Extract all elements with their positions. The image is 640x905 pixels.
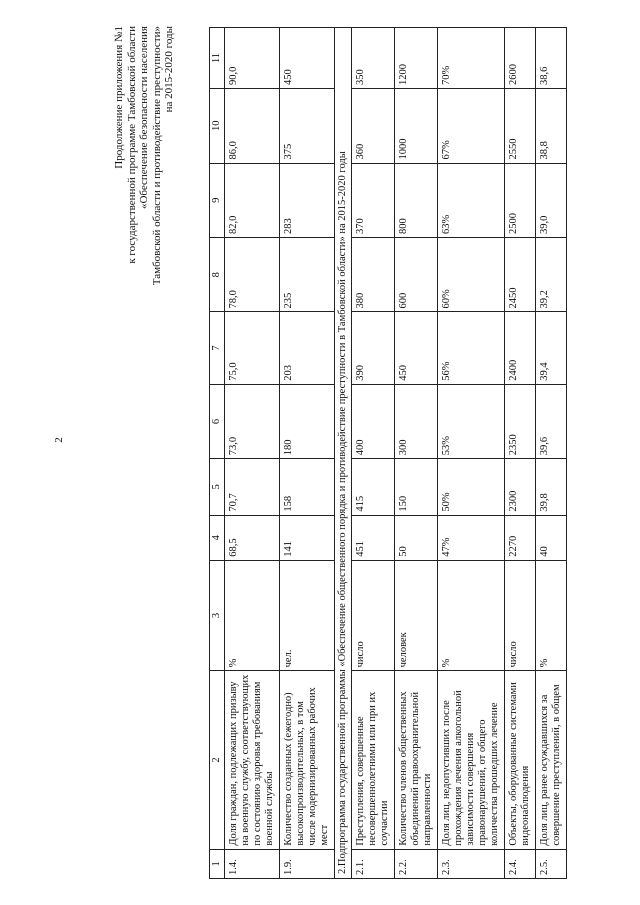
table-row xyxy=(505,28,536,879)
table-row xyxy=(225,28,280,879)
value-cell: 450 xyxy=(395,312,438,384)
header-line: Продолжение приложения №1 xyxy=(113,26,125,169)
value-cell: 400 xyxy=(352,384,395,458)
value-cell: 50 xyxy=(395,515,438,560)
value-cell: 38,6 xyxy=(536,28,567,89)
landscape-document xyxy=(105,20,625,885)
value-cell: 82,0 xyxy=(225,163,280,237)
column-number: 10 xyxy=(210,89,225,163)
value-cell: 141 xyxy=(280,515,335,560)
column-number: 9 xyxy=(210,163,225,237)
column-number: 5 xyxy=(210,459,225,515)
rotated-page-content xyxy=(105,20,625,885)
value-cell: 78,0 xyxy=(225,238,280,312)
section-row xyxy=(335,28,352,879)
value-cell: 47% xyxy=(438,515,505,560)
value-cell: 2450 xyxy=(505,238,536,312)
indicator-name: Доля граждан, подлежащих призыву на военную службу, соответствующих по состоянию здоровья требованиям военной службы xyxy=(225,671,280,849)
value-cell: 2300 xyxy=(505,459,536,515)
table-row xyxy=(438,28,505,879)
value-cell: 180 xyxy=(280,384,335,458)
header-line: «Обеспечение безопасности населения xyxy=(138,26,150,210)
value-cell: 1200 xyxy=(395,28,438,89)
column-number: 4 xyxy=(210,515,225,560)
value-cell: 158 xyxy=(280,459,335,515)
value-cell: 68,5 xyxy=(225,515,280,560)
unit-cell: % xyxy=(225,560,280,671)
indicator-name: Количество членов общественных объединений правоохранительной направленности xyxy=(395,671,438,849)
value-cell: 39,2 xyxy=(536,238,567,312)
value-cell: 1000 xyxy=(395,89,438,163)
value-cell: 40 xyxy=(536,515,567,560)
value-cell: 283 xyxy=(280,163,335,237)
value-cell: 90,0 xyxy=(225,28,280,89)
table-body-bottom xyxy=(352,28,567,879)
value-cell: 39,4 xyxy=(536,312,567,384)
value-cell: 370 xyxy=(352,163,395,237)
value-cell: 2600 xyxy=(505,28,536,89)
unit-cell: % xyxy=(438,560,505,671)
row-number: 2.5. xyxy=(536,849,567,878)
row-number: 2.1. xyxy=(352,849,395,878)
value-cell: 39,6 xyxy=(536,384,567,458)
value-cell: 56% xyxy=(438,312,505,384)
indicators-table xyxy=(209,27,567,879)
row-number: 1.4. xyxy=(225,849,280,878)
value-cell: 800 xyxy=(395,163,438,237)
column-numbers-row xyxy=(210,28,225,879)
value-cell: 39,8 xyxy=(536,459,567,515)
value-cell: 235 xyxy=(280,238,335,312)
document-header xyxy=(113,26,176,446)
value-cell: 380 xyxy=(352,238,395,312)
value-cell: 203 xyxy=(280,312,335,384)
table-row xyxy=(395,28,438,879)
header-line: к государственной программе Тамбовской области xyxy=(125,26,138,264)
value-cell: 70,7 xyxy=(225,459,280,515)
value-cell: 39,0 xyxy=(536,163,567,237)
row-number: 2.3. xyxy=(438,849,505,878)
unit-cell: человек xyxy=(395,560,438,671)
value-cell: 451 xyxy=(352,515,395,560)
value-cell: 60% xyxy=(438,238,505,312)
value-cell: 350 xyxy=(352,28,395,89)
value-cell: 75,0 xyxy=(225,312,280,384)
value-cell: 70% xyxy=(438,28,505,89)
value-cell: 63% xyxy=(438,163,505,237)
row-number: 1.9. xyxy=(280,849,335,878)
value-cell: 2400 xyxy=(505,312,536,384)
value-cell: 2350 xyxy=(505,384,536,458)
value-cell: 300 xyxy=(395,384,438,458)
table-row xyxy=(352,28,395,879)
column-number: 1 xyxy=(210,849,225,878)
value-cell: 150 xyxy=(395,459,438,515)
unit-cell: чел. xyxy=(280,560,335,671)
value-cell: 2500 xyxy=(505,163,536,237)
column-number: 11 xyxy=(210,28,225,89)
header-line: на 2015-2020 годы xyxy=(163,26,175,113)
indicator-name: Преступления, совершенные несовершеннолетними или при их соучастии xyxy=(352,671,395,849)
value-cell: 415 xyxy=(352,459,395,515)
value-cell: 53% xyxy=(438,384,505,458)
indicator-name: Объекты, оборудованные системами видеонаблюдения xyxy=(505,671,536,849)
unit-cell: число xyxy=(352,560,395,671)
value-cell: 2270 xyxy=(505,515,536,560)
table-body-top xyxy=(225,28,335,879)
value-cell: 50% xyxy=(438,459,505,515)
header-line: Тамбовской области и противодействие преступности» xyxy=(150,26,163,286)
column-number: 7 xyxy=(210,312,225,384)
unit-cell: % xyxy=(536,560,567,671)
column-number: 8 xyxy=(210,238,225,312)
table-row xyxy=(536,28,567,879)
value-cell: 38,8 xyxy=(536,89,567,163)
value-cell: 67% xyxy=(438,89,505,163)
value-cell: 450 xyxy=(280,28,335,89)
value-cell: 2550 xyxy=(505,89,536,163)
value-cell: 390 xyxy=(352,312,395,384)
value-cell: 360 xyxy=(352,89,395,163)
column-number: 2 xyxy=(210,671,225,849)
table-row xyxy=(280,28,335,879)
value-cell: 86,0 xyxy=(225,89,280,163)
row-number: 2.2. xyxy=(395,849,438,878)
value-cell: 375 xyxy=(280,89,335,163)
row-number: 2.4. xyxy=(505,849,536,878)
indicator-name: Доля лиц, недопустивших после прохождения лечения алкогольной зависимости совершения правонарушений, от общего количества прошедших лечение xyxy=(438,671,505,849)
unit-cell: число xyxy=(505,560,536,671)
indicator-name: Доля лиц, ранее осуждавшихся за совершение преступлений, в общем xyxy=(536,671,567,849)
section-title: 2.Подпрограмма государственной программы «Обеспечение общественного порядка и противодействие преступности в Тамбовской области» на 2015-2020 годы xyxy=(335,28,352,879)
column-number: 3 xyxy=(210,560,225,671)
value-cell: 600 xyxy=(395,238,438,312)
page-number: 2 xyxy=(52,437,65,443)
column-number: 6 xyxy=(210,384,225,458)
value-cell: 73,0 xyxy=(225,384,280,458)
indicator-name: Количество созданных (ежегодно) высокопроизводительных, в том числе модернизированных рабочих мест xyxy=(280,671,335,849)
